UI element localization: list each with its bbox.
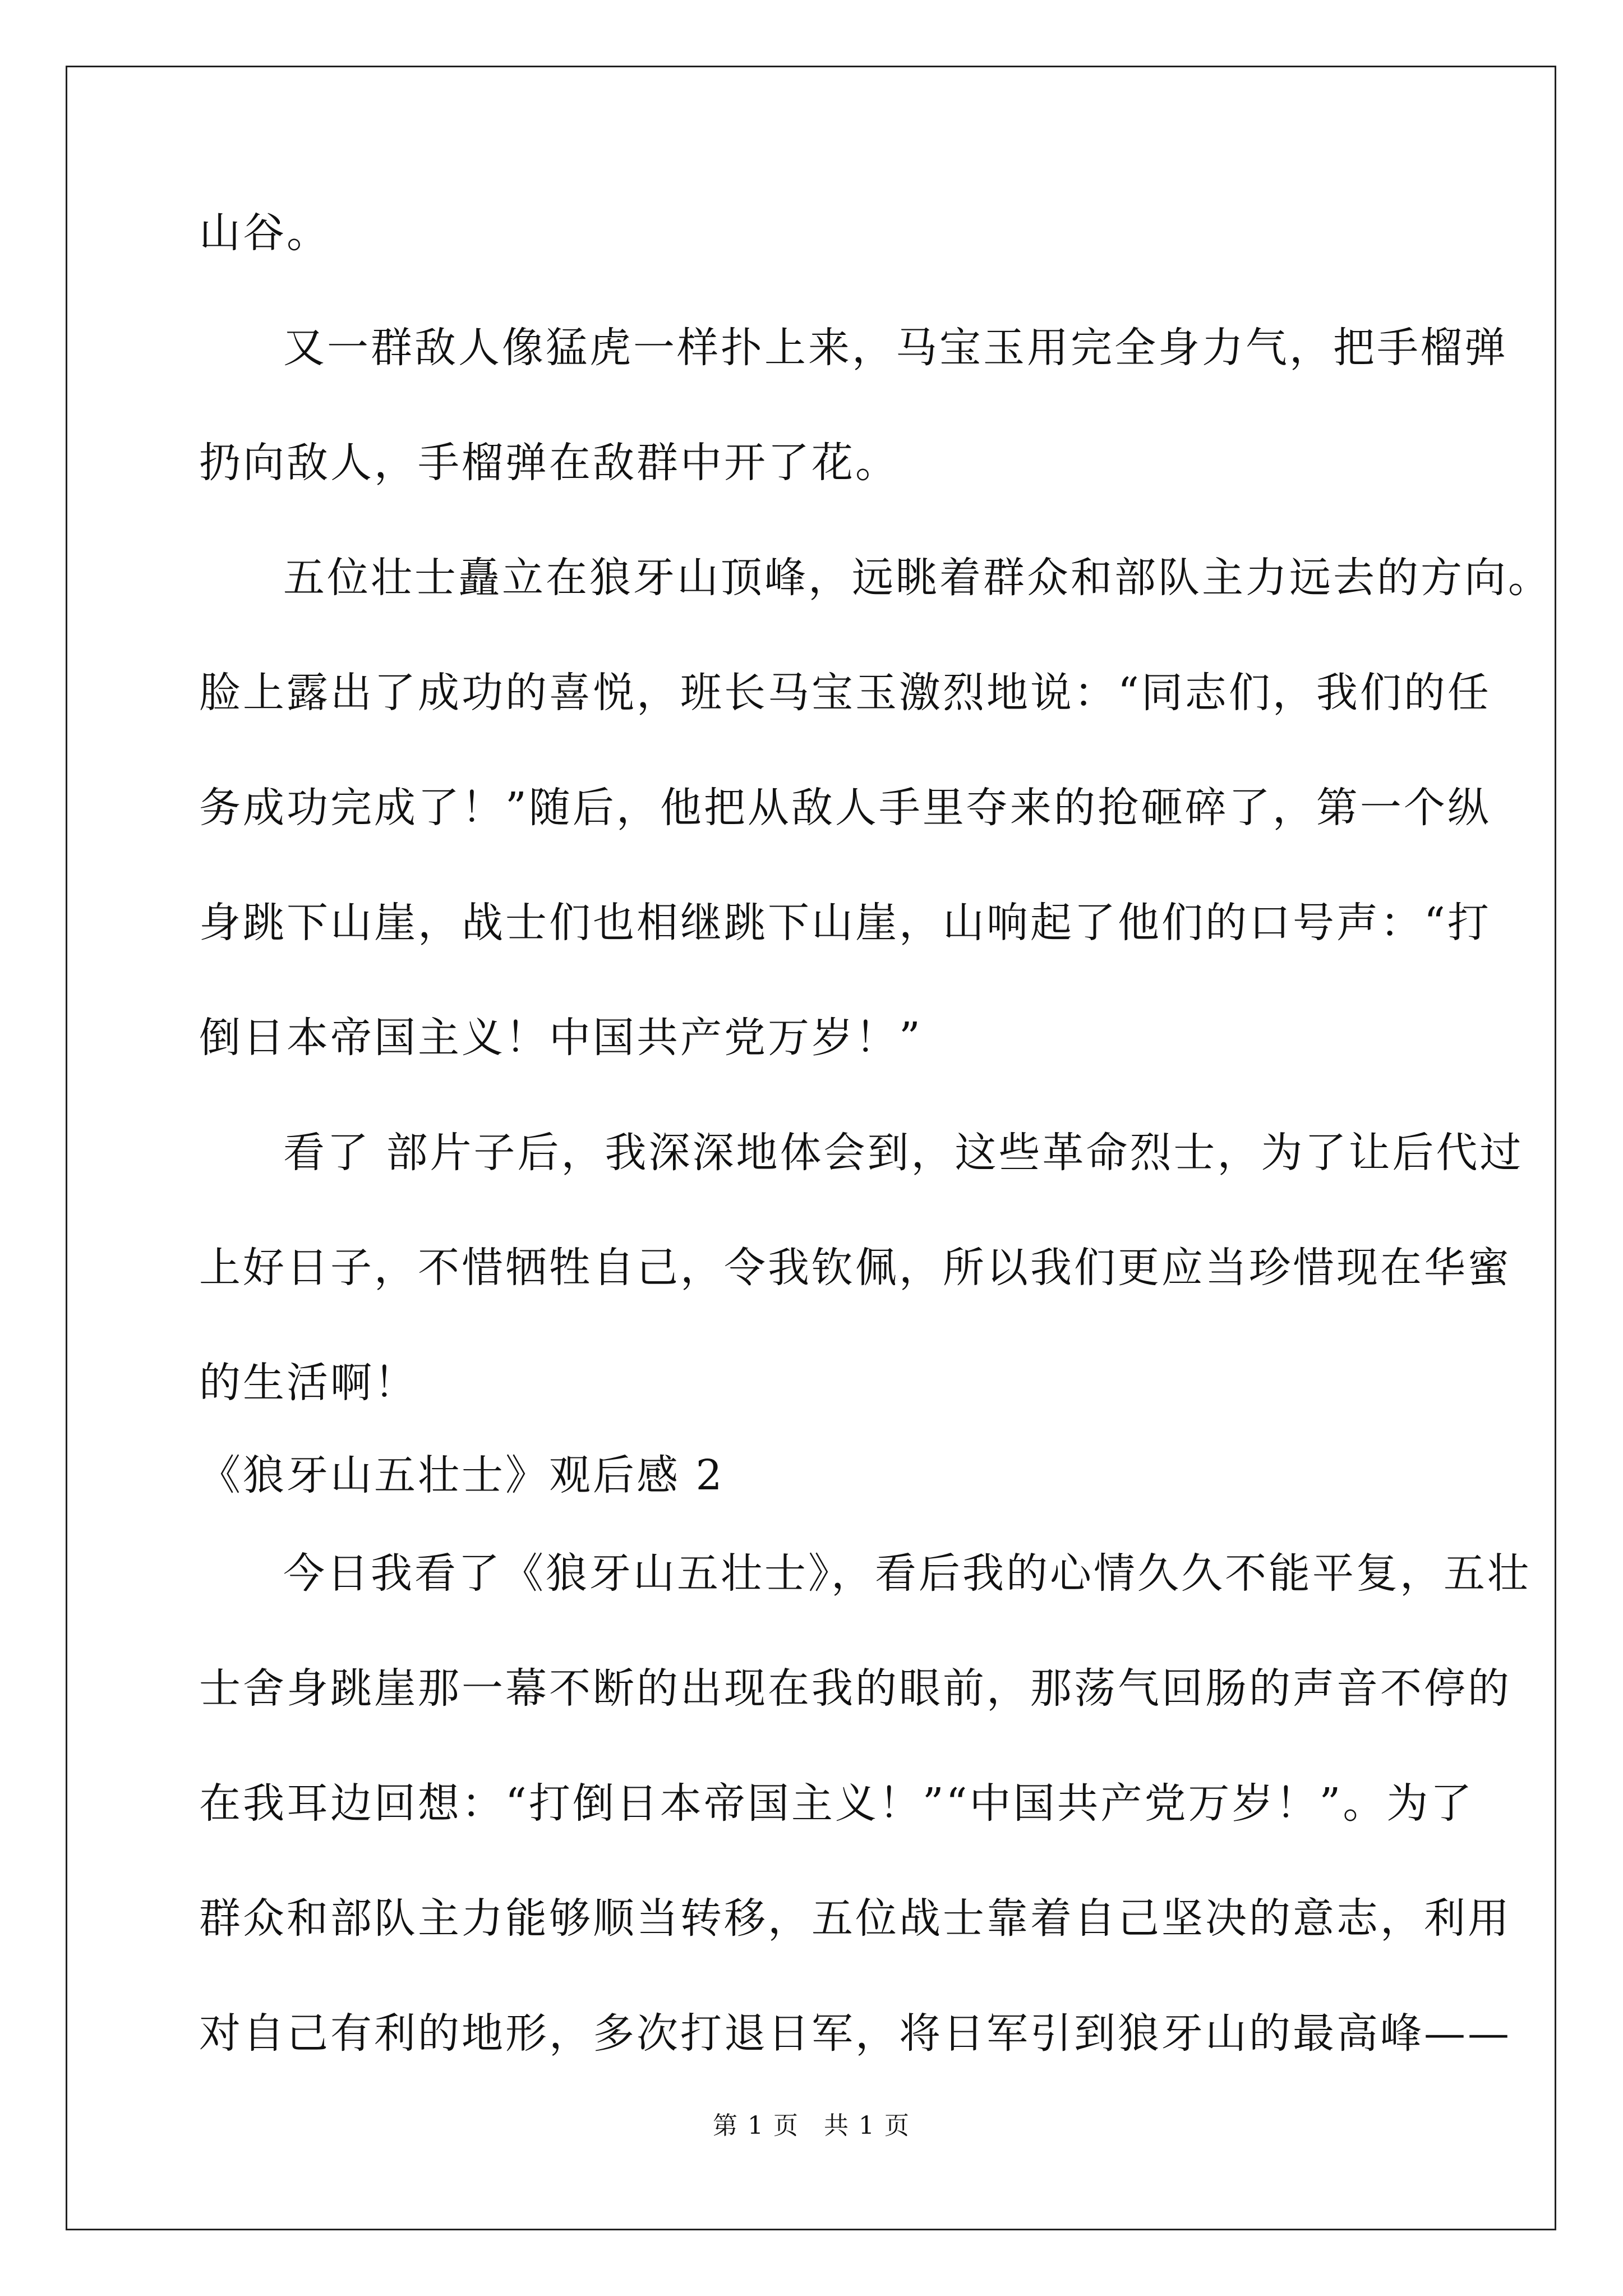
text-line-3: 扔向敌人，手榴弹在敌群中开了花。 bbox=[199, 439, 899, 487]
text-line-4: 五位壮士矗立在狼牙山顶峰，远眺着群众和部队主力远去的方向。 bbox=[283, 554, 1552, 602]
text-line-13: 今日我看了《狼牙山五壮士》，看后我的心情久久不能平复，五壮 bbox=[283, 1549, 1531, 1598]
text-line-10: 上好日子，不惜牺牲自己，令我钦佩，所以我们更应当珍惜现在华蜜 bbox=[199, 1244, 1511, 1292]
section-heading: 《狼牙山五壮士》观后感 2 bbox=[199, 1451, 725, 1499]
text-line-2: 又一群敌人像猛虎一样扑上来，马宝玉用完全身力气，把手榴弹 bbox=[283, 324, 1508, 372]
text-line-16: 群众和部队主力能够顺当转移，五位战士靠着自己坚决的意志，利用 bbox=[199, 1894, 1511, 1943]
text-line-6: 务成功完成了！”随后，他把从敌人手里夺来的抢砸碎了，第一个纵 bbox=[199, 784, 1491, 832]
text-line-5: 脸上露出了成功的喜悦，班长马宝玉激烈地说：“同志们，我们的任 bbox=[199, 669, 1491, 717]
text-line-15: 在我耳边回想：“打倒日本帝国主义！”“中国共产党万岁！”。为了 bbox=[199, 1779, 1474, 1828]
text-line-1: 山谷。 bbox=[199, 209, 330, 257]
text-line-11: 的生活啊！ bbox=[199, 1359, 418, 1407]
text-line-8: 倒日本帝国主义！中国共产党万岁！” bbox=[199, 1014, 923, 1062]
current-page-number: 第 1 页 bbox=[713, 2111, 799, 2140]
text-line-9: 看了 部片子后，我深深地体会到，这些革命烈士，为了让后代过 bbox=[283, 1129, 1524, 1177]
text-line-17: 对自己有利的地形，多次打退日军，将日军引到狼牙山的最高峰—— bbox=[199, 2009, 1511, 2058]
text-line-14: 士舍身跳崖那一幕不断的出现在我的眼前，那荡气回肠的声音不停的 bbox=[199, 1664, 1511, 1713]
page-footer bbox=[0, 2109, 1623, 2143]
text-line-7: 身跳下山崖，战士们也相继跳下山崖，山响起了他们的口号声：“打 bbox=[199, 899, 1491, 947]
total-pages: 共 1 页 bbox=[824, 2111, 910, 2140]
